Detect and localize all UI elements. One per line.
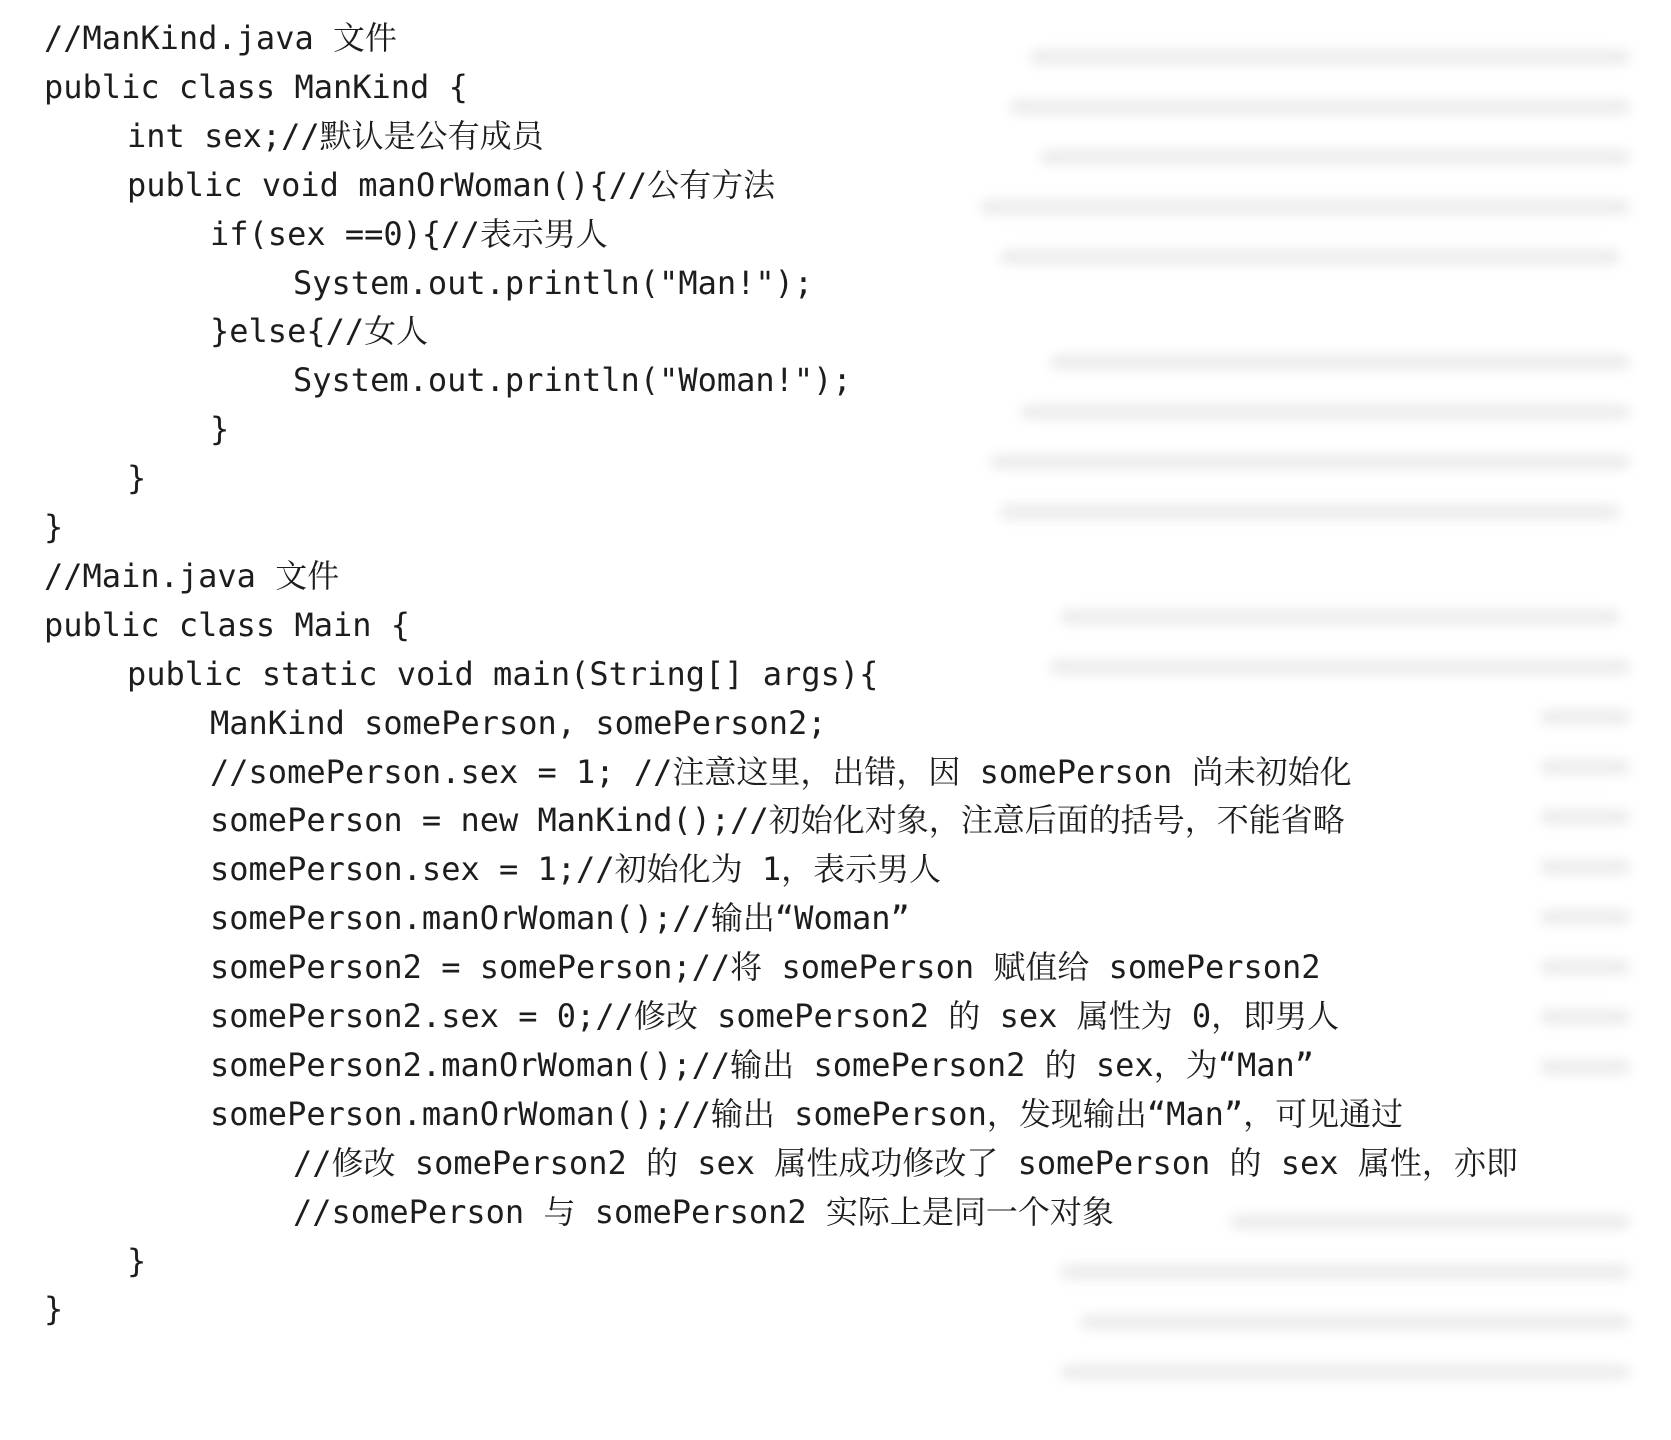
code-line: somePerson.manOrWoman();//输出 somePerson，发现输出“Man”，可见通过 <box>210 1094 1404 1133</box>
code-line: } <box>44 508 64 546</box>
code-line: } <box>210 410 230 449</box>
code-line: //修改 somePerson2 的 sex 属性成功修改了 somePerson 的 sex 属性，亦即 <box>293 1143 1518 1182</box>
code-line: System.out.println("Woman!"); <box>293 361 852 400</box>
code-line: somePerson2.manOrWoman();//输出 somePerson2 的 sex，为“Man” <box>210 1045 1315 1084</box>
code-line: somePerson = new ManKind();//初始化对象，注意后面的括号，不能省略 <box>210 801 1345 840</box>
code-line: public static void main(String[] args){ <box>127 654 879 693</box>
code-line: public class Main { <box>44 605 411 644</box>
code-line: somePerson2 = somePerson;//将 somePerson 赋值给 somePerson2 <box>210 948 1321 987</box>
code-line: somePerson.sex = 1;//初始化为 1，表示男人 <box>210 850 942 889</box>
code-line: int sex;//默认是公有成员 <box>127 116 544 155</box>
code-line: } <box>44 1290 64 1329</box>
code-line: //somePerson.sex = 1; //注意这里，出错，因 somePerson 尚未初始化 <box>210 752 1352 791</box>
code-listing <box>44 14 1644 1434</box>
code-line: } <box>127 459 147 498</box>
code-line: System.out.println("Man!"); <box>293 263 814 302</box>
code-line: //somePerson 与 somePerson2 实际上是同一个对象 <box>293 1192 1114 1231</box>
code-line: somePerson.manOrWoman();//输出“Woman” <box>210 899 910 938</box>
code-line: }else{//女人 <box>210 312 429 351</box>
code-line: somePerson2.sex = 0;//修改 somePerson2 的 sex 属性为 0，即男人 <box>210 997 1340 1035</box>
code-line: //Main.java 文件 <box>44 556 340 595</box>
code-line: public class ManKind { <box>44 67 468 106</box>
code-line: public void manOrWoman(){//公有方法 <box>127 165 776 204</box>
code-line: ManKind somePerson, somePerson2; <box>210 703 827 742</box>
code-line: } <box>127 1241 147 1280</box>
code-line: //ManKind.java 文件 <box>44 19 397 57</box>
code-line: if(sex ==0){//表示男人 <box>210 214 608 253</box>
